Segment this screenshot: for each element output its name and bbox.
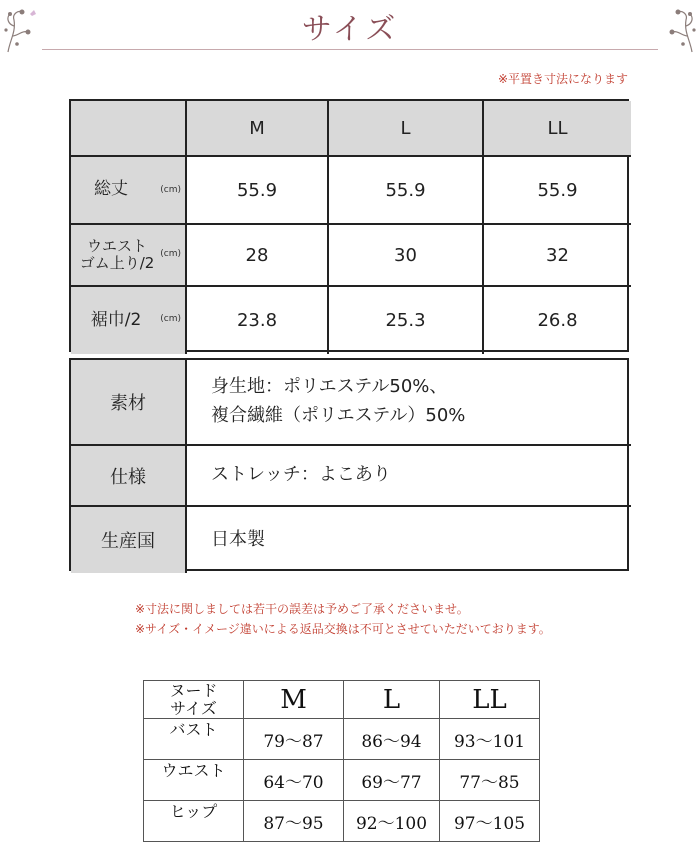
title-divider (42, 49, 658, 50)
size-header-l: L (329, 101, 484, 157)
row-label-waist (71, 225, 187, 287)
value-cell: 23.8 (187, 287, 329, 354)
unit-label: (cm) (160, 314, 181, 324)
waist-label: ウエスト (144, 760, 244, 801)
nude-value-cell: 86～94 (344, 719, 440, 760)
disclaimer-line: ※寸法に関しましては若干の誤差は予めご了承くださいませ。 (135, 602, 469, 616)
value-cell: 28 (187, 225, 329, 287)
nude-size-label-line: ヌード (169, 680, 218, 700)
nude-value-cell: 92～100 (344, 801, 440, 842)
row-label-text: ウエスト (86, 236, 147, 255)
value-cell: 32 (484, 225, 631, 287)
nude-value-cell: 87～95 (244, 801, 344, 842)
nude-value-cell: 69～77 (344, 760, 440, 801)
size-table (69, 99, 629, 352)
nude-header-ll: LL (440, 681, 540, 719)
material-value (187, 360, 631, 446)
nude-value-cell: 97～105 (440, 801, 540, 842)
origin-label: 生産国 (71, 507, 187, 573)
spec-label: 仕様 (71, 446, 187, 507)
spec-value: ストレッチ：よこあり (187, 446, 631, 507)
nude-value-cell: 93～101 (440, 719, 540, 760)
value-cell: 25.3 (329, 287, 484, 354)
row-label-text: ゴム上り/2 (79, 254, 155, 272)
flat-measurement-note: ※平置き寸法になります (497, 72, 628, 86)
nude-header-l: L (344, 681, 440, 719)
origin-value: 日本製 (211, 528, 265, 550)
row-label-text: 裾巾/2 (90, 309, 142, 330)
material-label: 素材 (71, 360, 187, 446)
nude-value-cell: 79～87 (244, 719, 344, 760)
nude-value-cell: 77～85 (440, 760, 540, 801)
nude-size-table (143, 680, 540, 842)
bust-label: バスト (144, 719, 244, 760)
hip-label: ヒップ (144, 801, 244, 842)
disclaimer-notes (135, 599, 551, 639)
disclaimer-line: ※サイズ・イメージ違いによる返品交換は不可とさせていただいております。 (135, 622, 551, 636)
size-table-corner (71, 101, 187, 157)
row-label-length (71, 157, 187, 225)
size-header-m: M (187, 101, 329, 157)
value-cell: 55.9 (484, 157, 631, 225)
value-cell: 26.8 (537, 310, 578, 331)
value-cell: 55.9 (329, 157, 484, 225)
value-cell: 30 (329, 225, 484, 287)
material-line: 身生地：ポリエステル50%、 (211, 376, 448, 398)
unit-label: (cm) (160, 185, 181, 195)
material-line: 複合繊維（ポリエステル）50% (211, 405, 466, 426)
unit-label: (cm) (160, 249, 181, 259)
nude-value-cell: 64～70 (244, 760, 344, 801)
row-label-text: 総丈 (94, 179, 128, 200)
nude-size-label-line: サイズ (170, 698, 217, 718)
page-title: サイズ (301, 12, 399, 47)
product-detail-table (69, 358, 629, 571)
value-cell: 55.9 (187, 157, 329, 225)
nude-size-label (144, 681, 244, 719)
nude-header-m: M (244, 681, 344, 719)
size-header-ll: LL (484, 101, 631, 157)
row-label-hem (71, 287, 187, 354)
